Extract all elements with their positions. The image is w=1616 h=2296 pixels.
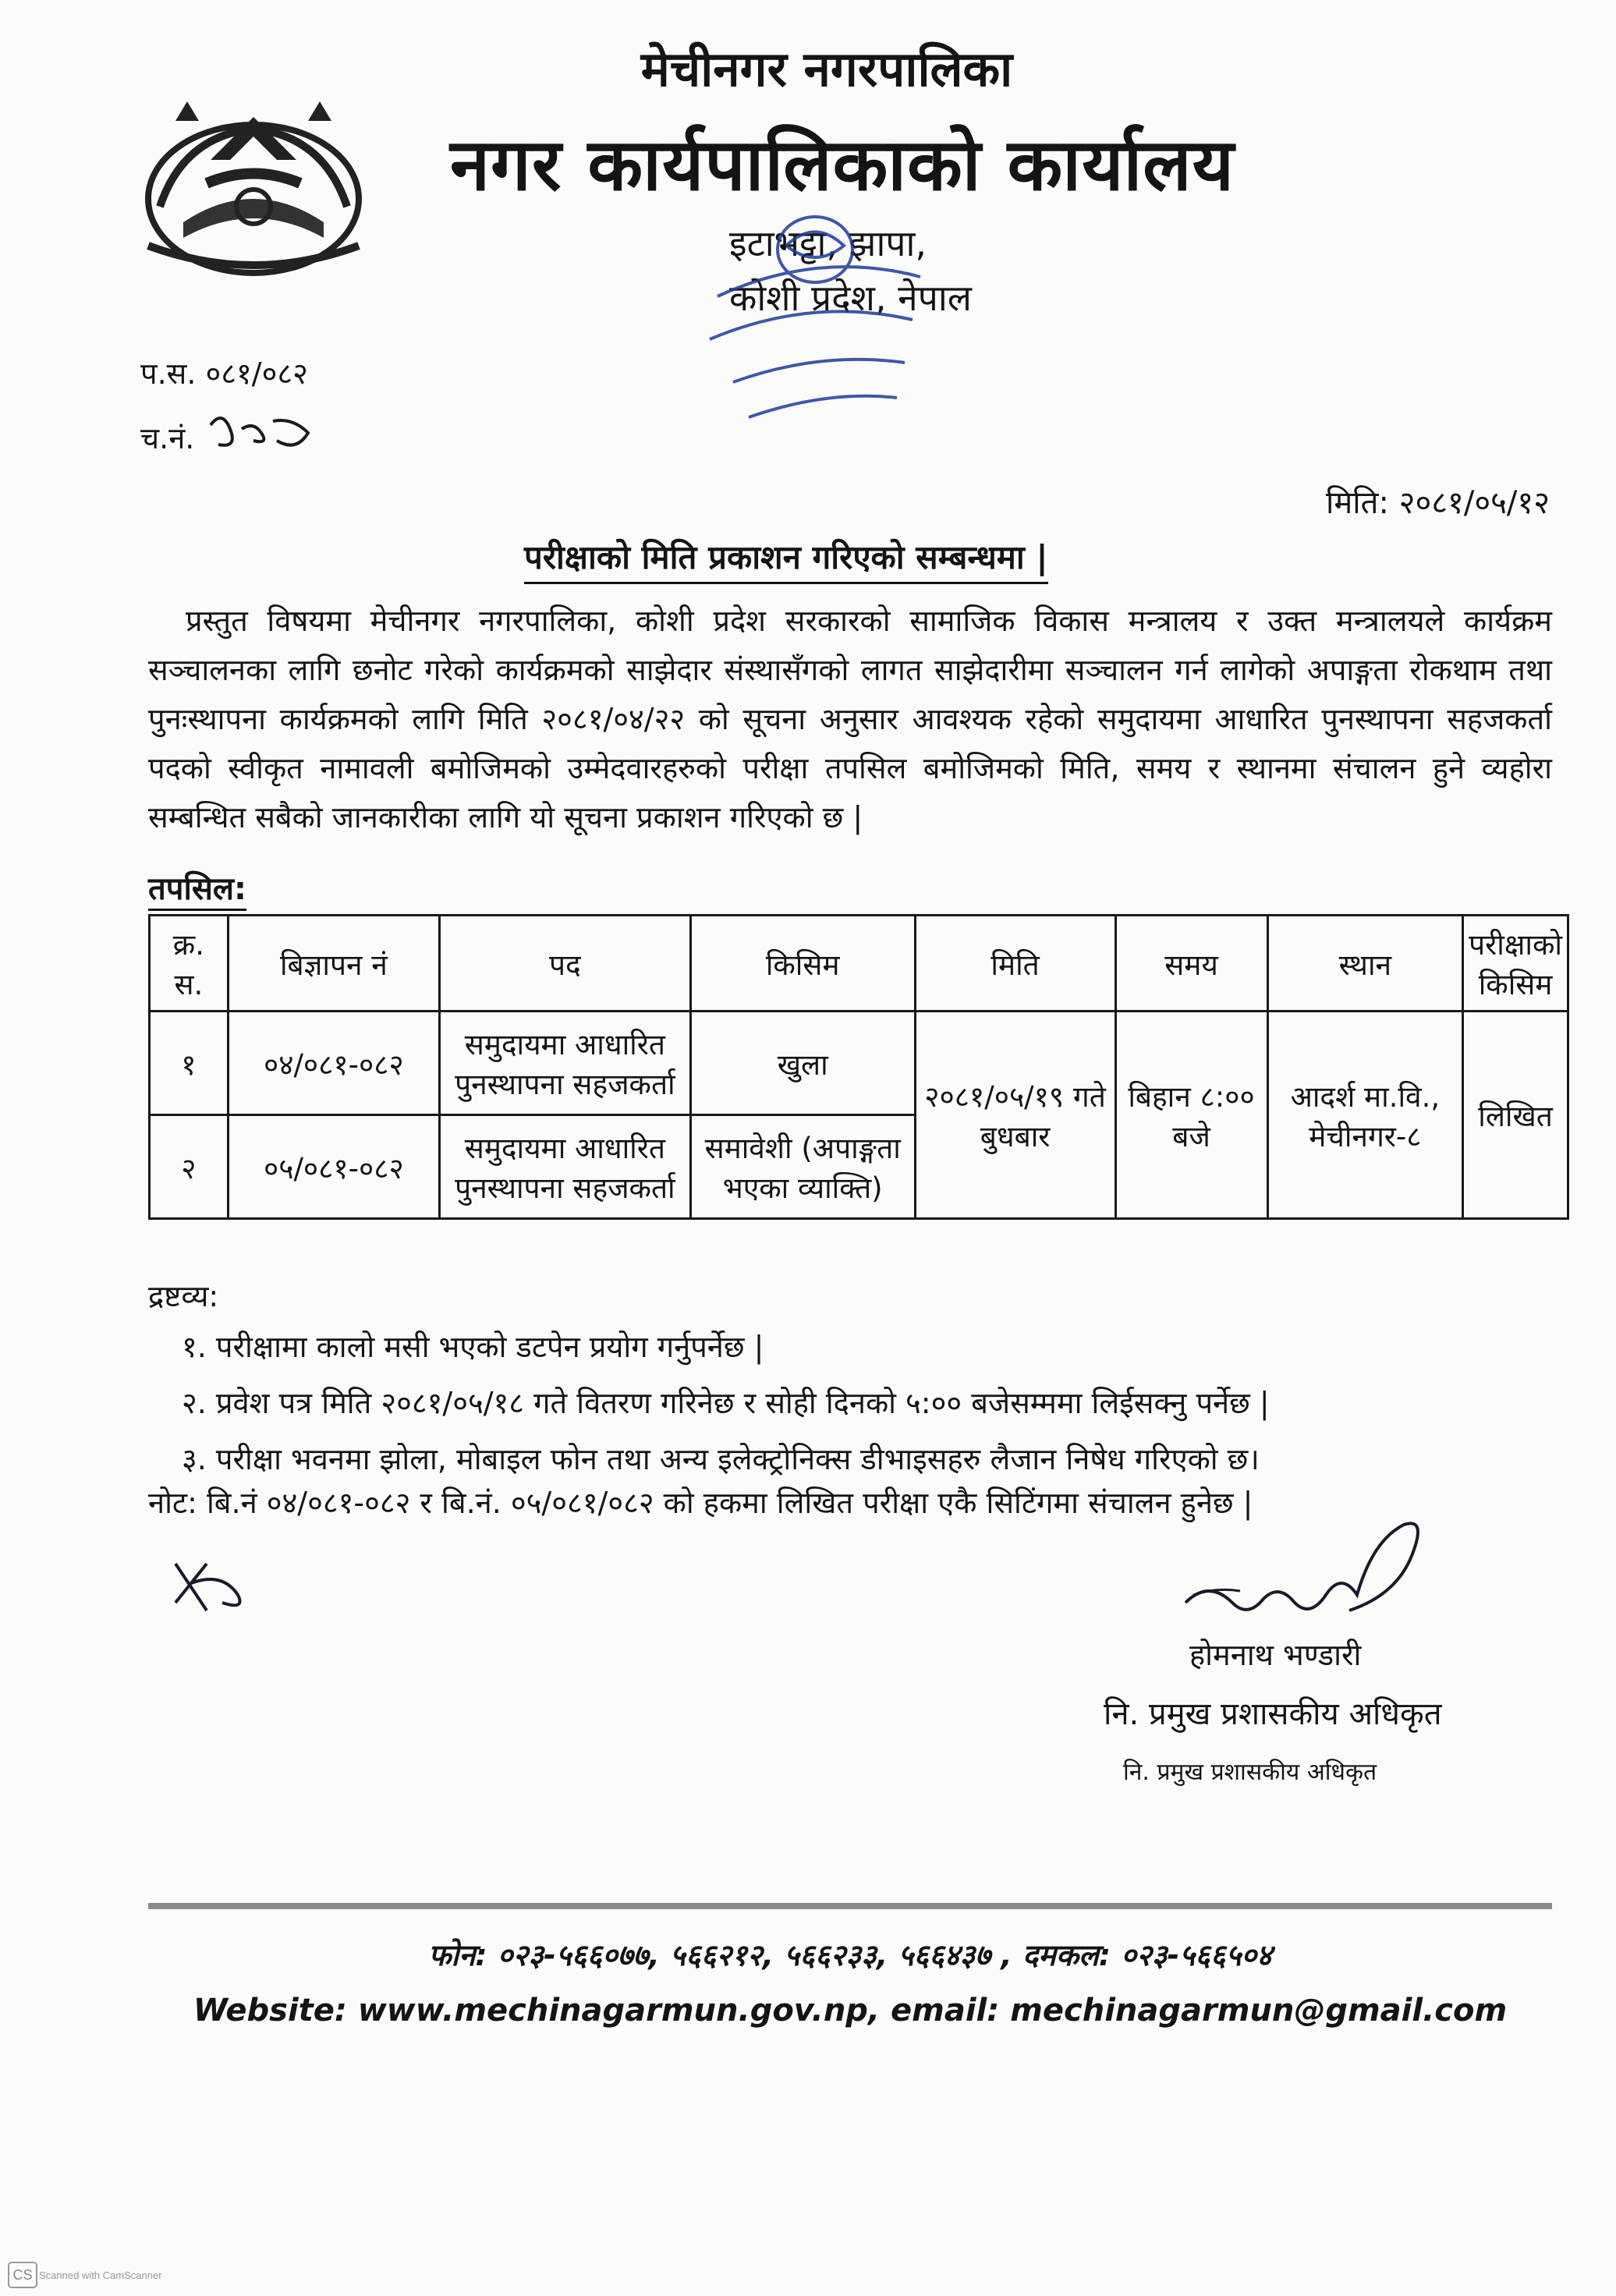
handwritten-number-icon xyxy=(207,406,316,460)
cell-ad-no: ०५/०८१-०८२ xyxy=(228,1115,439,1219)
cell-date: २०८१/०५/१९ गते बुधबार xyxy=(915,1012,1115,1219)
municipality-name: मेचीनगर नगरपालिका xyxy=(640,41,1013,97)
cell-type: खुला xyxy=(690,1012,915,1115)
col-header-sn: क्र. स. xyxy=(150,916,229,1012)
cell-post: समुदायमा आधारित पुनस्थापना सहजकर्ता xyxy=(439,1012,690,1115)
col-header-venue: स्थान xyxy=(1267,916,1463,1012)
chalani-number-label: च.नं. xyxy=(140,421,195,455)
col-header-time: समय xyxy=(1115,916,1267,1012)
cell-ad-no: ०४/०८१-०८२ xyxy=(228,1012,439,1115)
col-header-date: मिति xyxy=(915,916,1115,1012)
table-header-row xyxy=(150,916,1568,1012)
note-remark: नोट: बि.नं ०४/०८१-०८२ र बि.नं. ०५/०८१/०८२ को हकमा लिखित परीक्षा एकै सिटिंगमा संचालन हुनेछ | xyxy=(148,1486,1253,1520)
officer-signature-icon xyxy=(1178,1509,1427,1642)
fiscal-year-reference: प.स. ०८१/०८२ xyxy=(140,356,308,391)
camscanner-logo-icon: CS xyxy=(8,2262,37,2288)
note-item: १. परीक्षामा कालो मसी भएको डटपेन प्रयोग गर्नुपर्नेछ | xyxy=(182,1330,764,1364)
schedule-label: तपसिल: xyxy=(148,866,246,911)
cell-type: समावेशी (अपाङ्गता भएका व्याक्ति) xyxy=(690,1115,915,1219)
designation-stamp: नि. प्रमुख प्रशासकीय अधिकृत xyxy=(1123,1759,1377,1786)
col-header-ad-no: बिज्ञापन नं xyxy=(228,916,439,1012)
office-title: नगर कार्यपालिकाको कार्यालय xyxy=(449,123,1235,207)
footer-website: Website: www.mechinagarmun.gov.np, email: mechinagarmun@gmail.com xyxy=(193,1993,1508,2028)
col-header-exam-type: परीक्षाको किसिम xyxy=(1463,916,1568,1012)
cell-exam-type: लिखित xyxy=(1463,1012,1568,1219)
subject-heading: परीक्षाको मिति प्रकाशन गरिएको सम्बन्धमा | xyxy=(524,534,1048,584)
notes-heading: द्रष्टव्य: xyxy=(148,1279,219,1313)
footer-phone: फोन: ०२३-५६६०७७, ५६६२१२, ५६६२३३, ५६६४३७ , दमकल: ०२३-५६६५०४ xyxy=(428,1938,1272,1972)
exam-schedule-table xyxy=(148,914,1569,1220)
scanner-watermark: Scanned with CamScanner xyxy=(39,2269,162,2281)
municipality-stamp-icon xyxy=(686,203,936,429)
table-row xyxy=(150,1012,1568,1115)
cell-sn: १ xyxy=(150,1012,229,1115)
col-header-post: पद xyxy=(439,916,690,1012)
officer-name: होमनाथ भण्डारी xyxy=(1189,1638,1362,1672)
address-line-1: इटाभट्टा, झापा, xyxy=(729,222,927,264)
nepal-emblem-icon xyxy=(136,90,370,285)
address-line-2: कोशी प्रदेश, नेपाल xyxy=(729,277,972,319)
cell-post: समुदायमा आधारित पुनस्थापना सहजकर्ता xyxy=(439,1115,690,1219)
issue-date: मिति: २०८१/०५/१२ xyxy=(1326,485,1550,521)
cell-sn: २ xyxy=(150,1115,229,1219)
officer-designation: नि. प्रमुख प्रशासकीय अधिकृत xyxy=(1104,1696,1442,1732)
footer-divider xyxy=(148,1903,1552,1909)
notice-body: प्रस्तुत विषयमा मेचीनगर नगरपालिका, कोशी प्रदेश सरकारको सामाजिक विकास मन्त्रालय र उक्त मन्त्रालयले कार्यक्रम सञ्चालनका लागि छनोट गरेको कार्यक्रमको साझेदार संस्थासँगको लागत साझेदारीमा सञ्चालन गर्न लागेको अपाङ्गता रोकथाम तथा पुनःस्थापना कार्यक्रमको लागि मिति २०८१/०४/२२ को सूचना अनुसार आवश्यक रहेको समुदायमा आधारित पुनस्थापना सहजकर्ता पदको स्वीकृत नामावली बमोजिमको उम्मेदवारहरुको परीक्षा तपसिल बमोजिमको मिति, समय र स्थानमा संचालन हुने व्यहोरा सम्बन्धित सबैको जानकारीका लागि यो सूचना प्रकाशन गरिएको छ | xyxy=(148,604,1552,834)
initials-signature-icon xyxy=(160,1548,253,1618)
note-item: ३. परीक्षा भवनमा झोला, मोबाइल फोन तथा अन्य इलेक्ट्रोनिक्स डीभाइसहरु लैजान निषेध गरिएको छ। xyxy=(182,1442,1260,1476)
col-header-type: किसिम xyxy=(690,916,915,1012)
cell-venue: आदर्श मा.वि., मेचीनगर-८ xyxy=(1267,1012,1463,1219)
cell-time: बिहान ८:०० बजे xyxy=(1115,1012,1267,1219)
note-item: २. प्रवेश पत्र मिति २०८१/०५/१८ गते वितरण गरिनेछ र सोही दिनको ५:०० बजेसम्ममा लिईसक्नु पर्नेछ | xyxy=(182,1386,1270,1420)
